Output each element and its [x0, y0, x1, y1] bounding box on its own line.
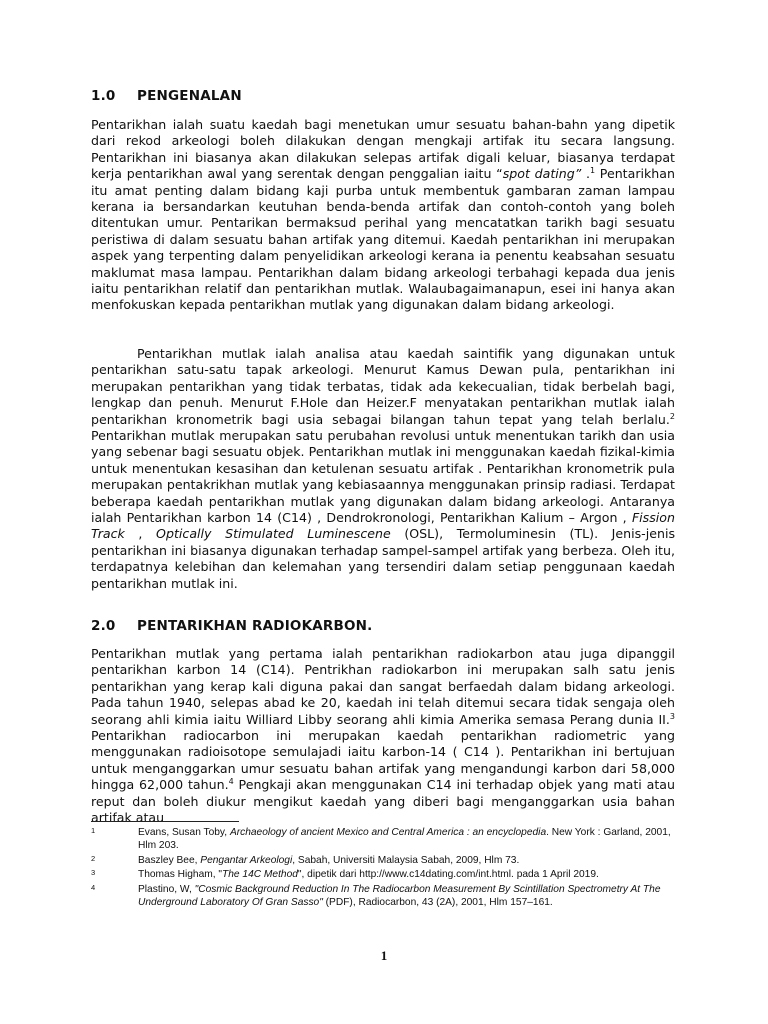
section-2-number: 2.0 [91, 617, 116, 634]
footnote-ref-4[interactable]: 4 [228, 777, 234, 787]
section-2-title: PENTARIKHAN RADIOKARBON. [137, 617, 373, 634]
footnote-mark: 4 [91, 882, 96, 892]
section-2-paragraph-1: Pentarikhan mutlak yang pertama ialah pentarikhan radiokarbon atau juga dipanggil pentarikhan karbon 14 (C14). Pentrikhan radiokarbon ini merupakan salh satu jenis pentarikhan yang kerap kali diguna pakai dan sangat berfaedah dalam bidang arkeologi. Pada tahun 1940, selepas abad ke 20, kaedah ini telah ditemui secara tidak sengaja oleh seorang ahli kimia iaitu Williard Libby seorang ahli kimia Amerika semasa Perang dunia II.$^3$ Pentarikhan radiocarbon ini merupakan kaedah pentarikhan radiometric yang menggunakan radioisotope semulajadi iaitu karbon-14 ( C14 ). Pentarikhan ini bertujuan untuk menganggarkan umur sesuatu bahan artifak yang mengandungi karbon dari 58,000 hingga 62,000 tahun.$^4$ Pengkaji akan menggunakan C14 ini terhadap objek yang mati atau reput dan boleh diukur mengikut kaedah yang diberi bagi menganggarkan usia bahan artifak atau [91, 645, 675, 826]
document-body [91, 86, 675, 826]
footnote-text: Thomas Higham, "The 14C Method", dipetik dari http://www.c14dating.com/int.html. pada 1 April 2019. [138, 869, 599, 881]
footnote-ref-2[interactable]: 2 [669, 411, 675, 421]
footnote-text: Evans, Susan Toby, Archaeology of ancient Mexico and Central America : an encyclopedia. New York : Garland, 2001, Hlm 203. [138, 827, 671, 852]
section-2-heading [91, 616, 675, 636]
footnote-item [91, 826, 675, 853]
footnote-ref-3[interactable]: 3 [669, 711, 675, 721]
footnote-mark: 1 [91, 826, 96, 835]
footnotes [91, 826, 675, 910]
section-1-paragraph-1: Pentarikhan ialah suatu kaedah bagi menetukan umur sesuatu bahan-bahn yang dipetik dari rekod arkeologi boleh dilakukan dengan mengkaji artifak itu secara langsung. Pentarikhan ini biasanya akan dilakukan selepas artifak digali keluar, biasanya terdapat kerja pentarikhan awal yang serentak dengan penggalian iaitu “spot dating” .$^1$ Pentarikhan itu amat penting dalam bidang kaji purba untuk membentuk gambaran zaman lampau kerana ia bersandarkan keutuhan benda-benda artifak dan contoh-contoh yang boleh ditentukan umur. Pentarikan bermaksud perihal yang mencatatkan tarikh bagi sesuatu peristiwa di dalam sesuatu bahan artifak yang ditemui. Kaedah pentarikhan ini merupakan aspek yang terpenting dalam penyelidikan arkeologi kerana ia penentu keabsahan sesuatu maklumat masa lampau. Pentarikhan dalam bidang arkeologi terbahagi kepada dua jenis iaitu pentarikhan relatif dan pentarikhan mutlak. Walaubagaimanapun, esei ini hanya akan menfokuskan kepada pentarikhan mutlak yang digunakan dalam bidang arkeologi. [91, 117, 675, 313]
footnote-text: Baszley Bee, Pengantar Arkeologi, Sabah, Universiti Malaysia Sabah, 2009, Hlm 73. [138, 854, 520, 866]
section-1-paragraph-2: Pentarikhan mutlak ialah analisa atau kaedah saintifik yang digunakan untuk pentarikhan satu-satu tapak arkeologi. Menurut Kamus Dewan pula, pentarikhan ini merupakan pentarikhan yang tidak terbatas, tidak ada kekecualian, tidak berbelah bagi, lengkap dan penuh. Menurut F.Hole dan Heizer.F menyatakan pentarikhan mutlak ialah pentarikhan kronometrik bagi usia sebagai bilangan tahun tepat yang telah berlalu.$^2$ Pentarikhan mutlak merupakan satu perubahan revolusi untuk menentukan tarikh dan usia yang sebenar bagi sesuatu objek. Pentarikhan mutlak ini menggunakan kaedah fizikal-kimia untuk menentukan kesasihan dan ketulenan sesuatu artifak . Pentarikhan kronometrik pula merupakan pentakrikhan mutlak yang kebiasaannya menggunakan prinsip radiasi. Terdapat beberapa kaedah pentarikhan mutlak yang digunakan dalam bidang arkeologi. Antaranya ialah Pentarikhan karbon 14 (C14) , Dendrokronologi, Pentarikhan Kalium – Argon , Fission Track , Optically Stimulated Luminescene (OSL), Termoluminesin (TL). Jenis-jenis pentarikhan ini biasanya digunakan terhadap sampel-sampel artifak yang berbeza. Oleh itu, terdapatnya kelebihan dan kelemahan yang tersendiri dalam setiap penggunaan kaedah pentarikhan mutlak ini. [91, 345, 676, 591]
footnote-text: Plastino, W, "Cosmic Background Reduction In The Radiocarbon Measurement By Scintillation Spectrometry At The Underground Laboratory Of Gran Sasso" (PDF), Radiocarbon, 43 (2A), 2001, Hlm 157–161. [138, 883, 661, 909]
section-1-number: 1.0 [91, 88, 116, 104]
footnote-ref-1[interactable]: 1 [590, 166, 596, 176]
footnote-separator [91, 821, 239, 822]
section-1-heading [91, 86, 675, 106]
footnote-mark: 2 [91, 853, 96, 863]
footnote-item [91, 854, 675, 867]
footnote-item [91, 868, 675, 881]
footnote-item [91, 883, 675, 910]
page-number: 1 [380, 948, 388, 963]
section-1-title: PENGENALAN [137, 88, 242, 104]
footnote-mark: 3 [91, 868, 96, 878]
